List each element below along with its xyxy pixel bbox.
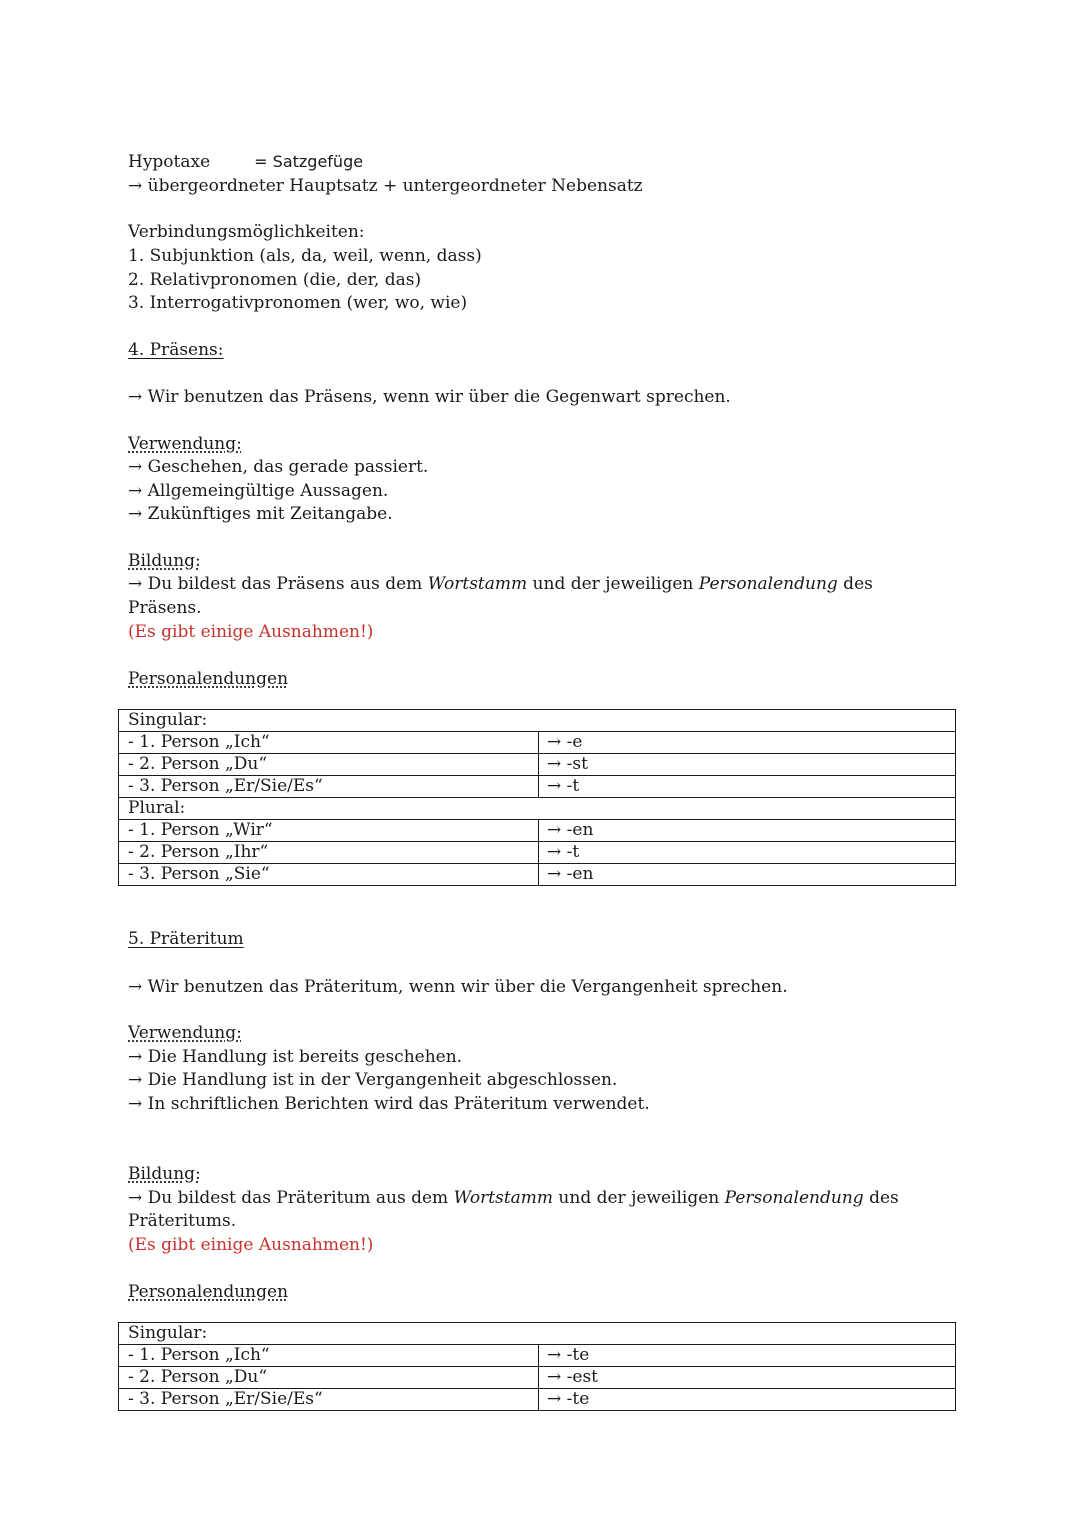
praeteritum-intro: → Wir benutzen das Präteritum, wenn wir über die Vergangenheit sprechen.: [128, 977, 788, 997]
table-row: [119, 1389, 956, 1411]
ending-cell: → -en: [539, 820, 956, 842]
bildung-text-part: → Du bildest das Präsens aus dem: [128, 574, 428, 594]
praesens-verwendung-item: → Geschehen, das gerade passiert.: [128, 457, 429, 477]
table-row: [119, 842, 956, 864]
hypotaxe-line: [128, 150, 363, 174]
table-row: [119, 732, 956, 754]
person-cell: - 2. Person „Ihr“: [119, 842, 539, 864]
praesens-bildung-text: [128, 572, 873, 596]
ending-cell: → -te: [539, 1345, 956, 1367]
praesens-table-heading: Personalendungen: [128, 669, 289, 689]
praeteritum-bildung-text: [128, 1186, 899, 1210]
person-cell: - 3. Person „Er/Sie/Es“: [119, 1389, 539, 1411]
ending-cell: → -st: [539, 754, 956, 776]
bildung-term-personalendung: Personalendung: [724, 1188, 864, 1208]
praesens-verwendung-item: → Zukünftiges mit Zeitangabe.: [128, 504, 393, 524]
praeteritum-bildung-line2: Präteritums.: [128, 1211, 237, 1231]
ending-cell: → -t: [539, 842, 956, 864]
verbindung-heading: Verbindungsmöglichkeiten:: [128, 222, 365, 242]
bildung-text-part: des: [863, 1188, 899, 1208]
table-row: [119, 710, 956, 732]
person-cell: - 3. Person „Er/Sie/Es“: [119, 776, 539, 798]
praesens-endings-table: [118, 709, 956, 886]
verbindung-item: 2. Relativpronomen (die, der, das): [128, 270, 422, 290]
praesens-heading: 4. Präsens:: [128, 340, 224, 360]
bildung-text-part: und der jeweiligen: [527, 574, 699, 594]
bildung-term-personalendung: Personalendung: [698, 574, 838, 594]
bildung-term-wortstamm: Wortstamm: [453, 1188, 554, 1208]
plural-label: Plural:: [119, 798, 956, 820]
praesens-verwendung-item: → Allgemeingültige Aussagen.: [128, 481, 389, 501]
praeteritum-table-heading: Personalendungen: [128, 1282, 289, 1302]
person-cell: - 1. Person „Ich“: [119, 1345, 539, 1367]
praesens-note: (Es gibt einige Ausnahmen!): [128, 622, 374, 642]
person-cell: - 1. Person „Wir“: [119, 820, 539, 842]
ending-cell: → -te: [539, 1389, 956, 1411]
ending-cell: → -est: [539, 1367, 956, 1389]
praesens-intro: → Wir benutzen das Präsens, wenn wir über die Gegenwart sprechen.: [128, 387, 731, 407]
praesens-bildung-heading: Bildung:: [128, 551, 201, 571]
table-row: [119, 820, 956, 842]
praeteritum-endings-table: [118, 1322, 956, 1411]
praeteritum-verwendung-item: → In schriftlichen Berichten wird das Präteritum verwendet.: [128, 1094, 650, 1114]
person-cell: - 1. Person „Ich“: [119, 732, 539, 754]
table-row: [119, 1323, 956, 1345]
verbindung-item: 3. Interrogativpronomen (wer, wo, wie): [128, 293, 468, 313]
ending-cell: → -en: [539, 864, 956, 886]
table-row: [119, 798, 956, 820]
table-row: [119, 1367, 956, 1389]
singular-label: Singular:: [119, 1323, 956, 1345]
ending-cell: → -e: [539, 732, 956, 754]
praesens-verwendung-heading: Verwendung:: [128, 434, 242, 454]
ending-cell: → -t: [539, 776, 956, 798]
bildung-text-part: des: [837, 574, 873, 594]
table-row: [119, 776, 956, 798]
hypotaxe-explanation: → übergeordneter Hauptsatz + untergeordneter Nebensatz: [128, 176, 643, 196]
hypotaxe-term: Hypotaxe: [128, 152, 211, 172]
table-row: [119, 1345, 956, 1367]
praeteritum-bildung-heading: Bildung:: [128, 1164, 201, 1184]
praeteritum-heading: 5. Präteritum: [128, 929, 244, 949]
person-cell: - 3. Person „Sie“: [119, 864, 539, 886]
praesens-bildung-line2: Präsens.: [128, 598, 202, 618]
table-row: [119, 864, 956, 886]
table-row: [119, 754, 956, 776]
praeteritum-verwendung-item: → Die Handlung ist bereits geschehen.: [128, 1047, 463, 1067]
bildung-text-part: → Du bildest das Präteritum aus dem: [128, 1188, 454, 1208]
bildung-term-wortstamm: Wortstamm: [427, 574, 528, 594]
praeteritum-verwendung-heading: Verwendung:: [128, 1023, 242, 1043]
hypotaxe-definition: = Satzgefüge: [254, 152, 364, 171]
praeteritum-verwendung-item: → Die Handlung ist in der Vergangenheit abgeschlossen.: [128, 1070, 618, 1090]
praeteritum-note: (Es gibt einige Ausnahmen!): [128, 1235, 374, 1255]
person-cell: - 2. Person „Du“: [119, 1367, 539, 1389]
verbindung-item: 1. Subjunktion (als, da, weil, wenn, dass): [128, 246, 482, 266]
person-cell: - 2. Person „Du“: [119, 754, 539, 776]
bildung-text-part: und der jeweiligen: [553, 1188, 725, 1208]
singular-label: Singular:: [119, 710, 956, 732]
